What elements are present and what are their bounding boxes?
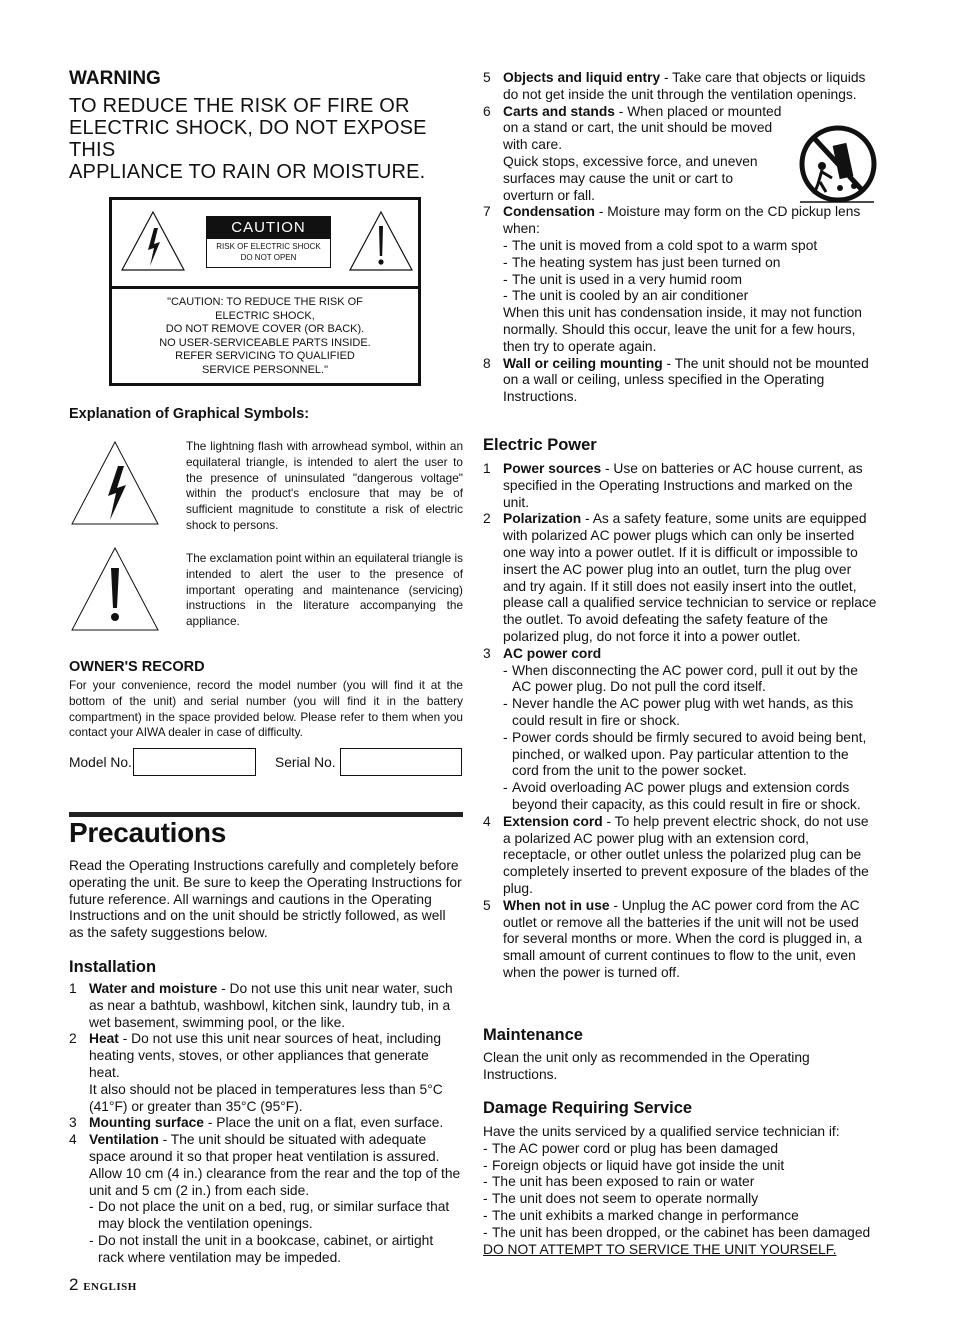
damage-heading: Damage Requiring Service	[483, 1099, 693, 1117]
list-item: - The unit exhibits a marked change in performance	[483, 1208, 878, 1225]
model-label: Model No.	[69, 755, 132, 770]
electric-power-heading: Electric Power	[483, 436, 597, 454]
warning-text: TO REDUCE THE RISK OF FIRE OR ELECTRIC SHOCK, DO NOT EXPOSE THIS APPLIANCE TO RAIN OR MOISTURE.	[69, 95, 427, 183]
electric-power-list	[483, 461, 878, 982]
caution-label-box	[109, 197, 421, 386]
list-item: - Foreign objects or liquid have got inside the unit	[483, 1158, 878, 1175]
exclamation-explanation: The exclamation point within an equilateral triangle is intended to alert the user to the presence of important operating and maintenance (servicing) instructions in the literature accompanying the appliance.	[186, 551, 463, 629]
warning-heading: WARNING	[69, 68, 161, 89]
maintenance-text: Clean the unit only as recommended in the Operating Instructions.	[483, 1050, 810, 1082]
page-footer: 2 ENGLISH	[69, 1275, 137, 1294]
list-item: 1 Power sources - Use on batteries or AC house current, as specified in the Operating Instructions and marked on the unit.	[483, 461, 863, 510]
damage-list: Have the units serviced by a qualified service technician if: - The AC power cord or plug has been damaged - Foreign objects or liquid have got inside the unit - The unit has been exposed to rain or water - The unit does not seem to operate normally - The unit exhibits a marked change in performance - The unit has been dropped, or the cabinet has been damaged DO NOT ATTEMPT TO SERVICE THE UNIT YOURSELF.	[483, 1124, 878, 1258]
precautions-title: Precautions	[69, 817, 226, 848]
list-item: 5 When not in use - Unplug the AC power cord from the AC outlet or remove all the batteries if the unit will not be used for several months or more. When the cord is plugged in, a small amount of current continues to flow to the unit, even when the power is turned off.	[483, 897, 862, 980]
serial-number-field[interactable]	[340, 748, 462, 776]
lightning-triangle-icon	[120, 210, 186, 272]
installation-heading: Installation	[69, 958, 157, 976]
list-item: 7 Condensation - Moisture may form on the CD pickup lens when: - The unit is moved from a cold spot to a warm spot - The heating system has just been turned on - The unit is used in a very humid room - The unit is cooled by an air conditioner When this unit has condensation inside, it may not function normally. Should this occur, leave the unit for a few hours, then try to operate again.	[483, 204, 878, 355]
owners-record-heading: OWNER'S RECORD	[69, 659, 205, 675]
installation-list-continued	[483, 70, 878, 406]
precautions-intro: Read the Operating Instructions carefully and completely before operating the unit. Be sure to keep the Operating Instructions for future reference. All warnings and cautions in the Operating Instructions and on the unit should be strictly followed, as well as the safety suggestions below.	[69, 858, 462, 941]
list-item: - The AC power cord or plug has been damaged	[483, 1141, 878, 1158]
list-item: 5 Objects and liquid entry - Take care that objects or liquids do not get inside the unit through the ventilation openings.	[483, 70, 866, 102]
exclamation-symbol-icon	[70, 546, 160, 632]
list-item: 1 Water and moisture - Do not use this unit near water, such as near a bathtub, washbowl, kitchen sink, laundry tub, in a wet basement, swimming pool, or the like.	[69, 981, 453, 1030]
lightning-explanation: The lightning flash with arrowhead symbol, within an equilateral triangle, is intended to alert the user to the presence of uninsulated "dangerous voltage" within the product's enclosure that may be of sufficient magnitude to constitute a risk of electric shock to persons.	[186, 439, 463, 532]
list-item: 3 Mounting surface - Place the unit on a flat, even surface.	[69, 1115, 444, 1131]
list-item: 4 Ventilation - The unit should be situated with adequate space around it so that proper heat ventilation is assured. Allow 10 cm (4 in.) clearance from the rear and the top of the unit and 5 cm (2 in.) from each side. - Do not place the unit on a bed, rug, or similar surface that may block the ventilation openings. - Do not install the unit in a bookcase, cabinet, or airtight rack where ventilation may be impeded.	[69, 1132, 463, 1266]
list-item: 3 AC power cord - When disconnecting the AC power cord, pull it out by the AC power plug. Do not pull the cord itself. - Never handle the AC power plug with wet hands, as this could result in fire or shock. - Power cords should be firmly secured to avoid being bent, pinched, or walked upon. Pay particular attention to the cord from the unit to the power socket. - Avoid overloading AC power plugs and extension cords beyond their capacity, as this could result in fire or shock.	[483, 646, 878, 814]
exclamation-triangle-icon	[348, 210, 414, 272]
caution-text: "CAUTION: TO REDUCE THE RISK OF ELECTRIC SHOCK, DO NOT REMOVE COVER (OR BACK). NO USER-SERVICEABLE PARTS INSIDE. REFER SERVICING TO QUALIFIED SERVICE PERSONNEL."	[159, 296, 371, 376]
lightning-symbol-icon	[70, 440, 160, 526]
symbols-heading: Explanation of Graphical Symbols:	[69, 406, 310, 422]
caution-sticker: CAUTION RISK OF ELECTRIC SHOCK DO NOT OPEN	[206, 216, 331, 268]
list-item: - The unit does not seem to operate normally	[483, 1191, 878, 1208]
model-number-field[interactable]	[133, 748, 256, 776]
list-item: 2 Heat - Do not use this unit near sources of heat, including heating vents, stoves, or other appliances that generate heat. It also should not be placed in temperatures less than 5°C (41°F) or greater than 35°C (95°F).	[69, 1031, 443, 1114]
list-item: 6 Carts and stands - When placed or mounted on a stand or cart, the unit should be moved with care. Quick stops, excessive force, and uneven surfaces may cause the unit or cart to overturn or fall.	[483, 103, 782, 203]
list-item: - The unit has been dropped, or the cabinet has been damaged	[483, 1225, 878, 1242]
list-item: 2 Polarization - As a safety feature, some units are equipped with polarized AC power plugs which can only be inserted one way into a power outlet. If it is difficult or impossible to insert the AC power plug into an outlet, turn the plug over and try again. If it still does not easily insert into the outlet, please call a qualified service technician to service or replace the outlet. To avoid defeating the safety feature of the polarized plug, do not force it into a power outlet.	[483, 511, 877, 644]
owners-record-text: For your convenience, record the model number (you will find it at the bottom of the unit) and serial number (you will find it in the battery compartment) in the space provided below. Please refer to them when you contact your AIWA dealer in case of difficulty.	[69, 678, 463, 740]
list-item: 4 Extension cord - To help prevent electric shock, do not use a polarized AC power plug with an extension cord, receptacle, or other outlet unless the polarized plug can be completely inserted to prevent exposure of the blades of the plug.	[483, 813, 869, 896]
cart-warning-icon	[796, 122, 878, 208]
list-item: - The unit has been exposed to rain or water	[483, 1174, 878, 1191]
service-warning: DO NOT ATTEMPT TO SERVICE THE UNIT YOURSELF.	[483, 1241, 837, 1257]
maintenance-heading: Maintenance	[483, 1026, 583, 1044]
serial-label: Serial No.	[275, 755, 336, 770]
installation-list	[69, 981, 463, 1267]
list-item: 8 Wall or ceiling mounting - The unit should not be mounted on a wall or ceiling, unless specified in the Operating Instructions.	[483, 355, 869, 405]
